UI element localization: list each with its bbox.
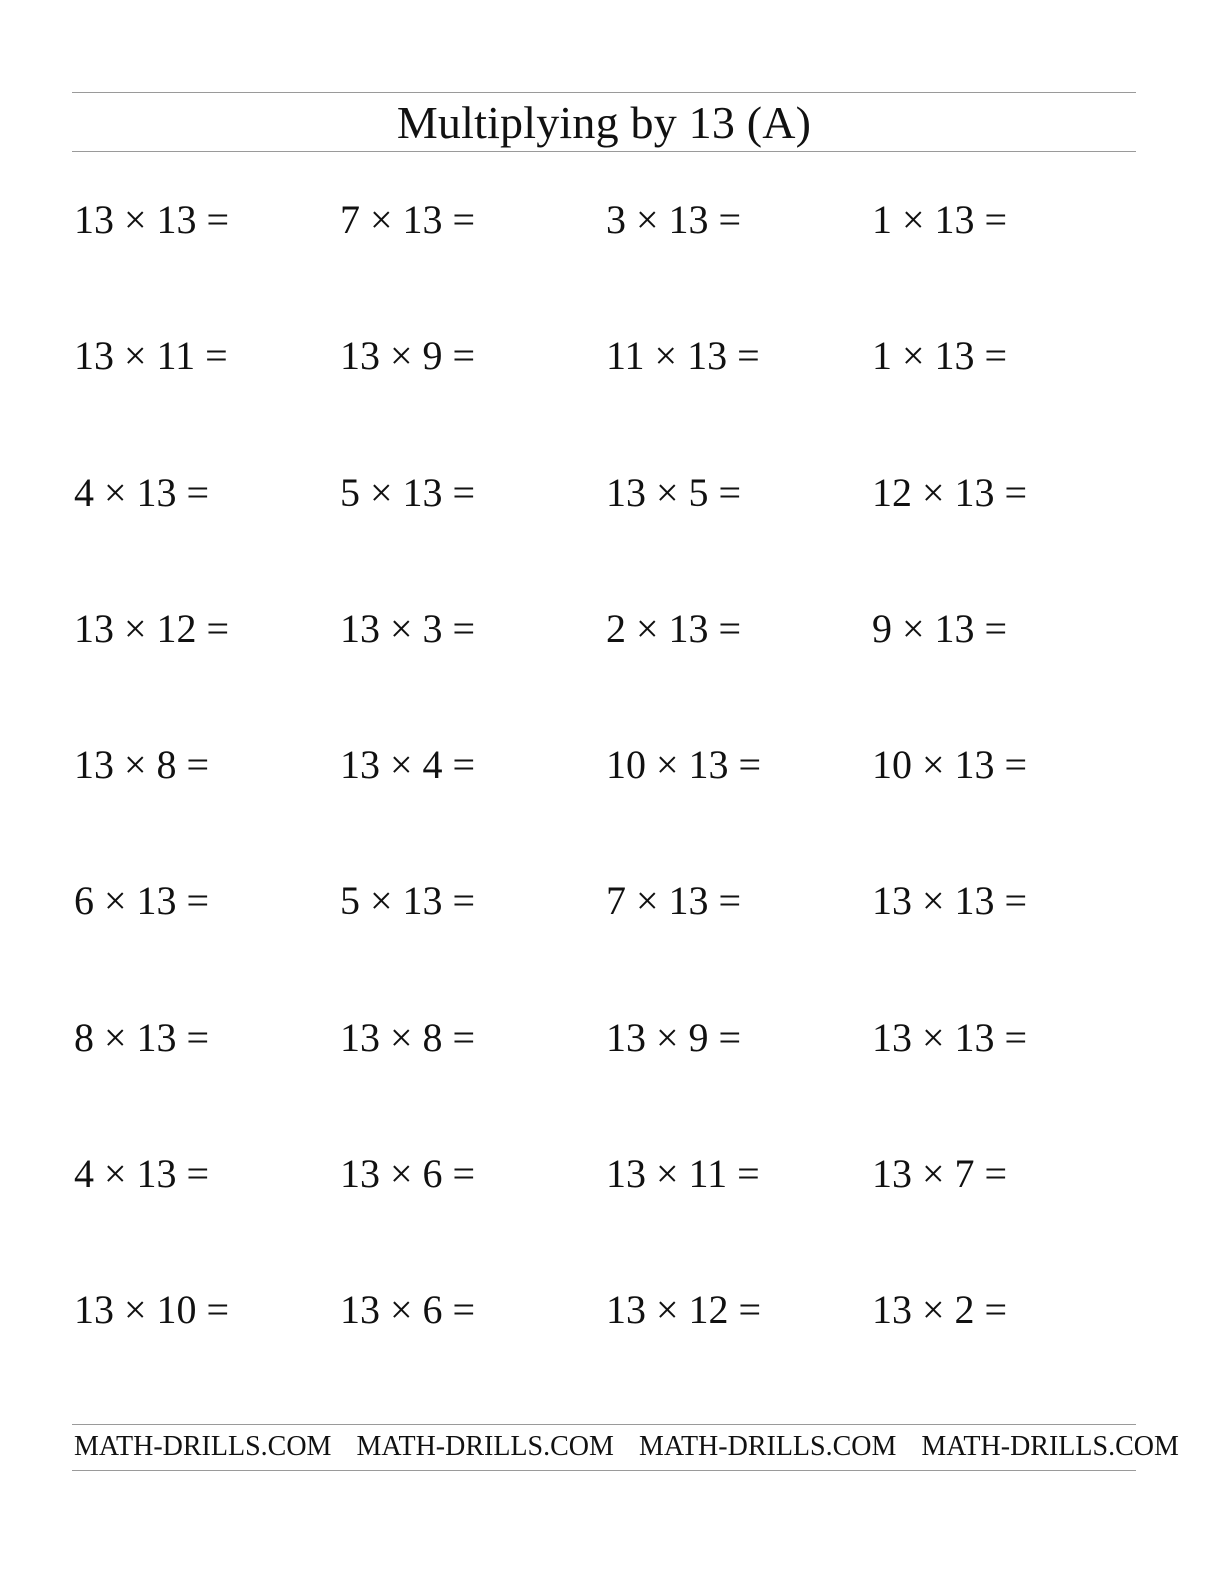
problem-item: 13 × 8 = <box>74 742 210 788</box>
top-rule <box>72 92 1136 93</box>
problem-item: 13 × 13 = <box>872 1014 1028 1060</box>
problem-item: 13 × 3 = <box>340 605 476 651</box>
problem-item: 13 × 10 = <box>74 1287 230 1333</box>
problem-item: 8 × 13 = <box>74 1014 210 1060</box>
footer-watermark <box>72 1428 1179 1468</box>
problem-item: 13 × 11 = <box>606 1151 760 1197</box>
worksheet-title: Multiplying by 13 (A) <box>396 97 812 148</box>
problem-grid <box>72 192 1136 1419</box>
problem-item: 13 × 8 = <box>340 1014 476 1060</box>
problem-item: 10 × 13 = <box>872 742 1028 788</box>
problem-item: 6 × 13 = <box>74 878 210 924</box>
problem-row <box>72 601 1136 737</box>
problem-row <box>72 873 1136 1009</box>
problem-item: 5 × 13 = <box>340 878 476 924</box>
problem-item: 13 × 6 = <box>340 1151 476 1197</box>
problem-item: 13 × 5 = <box>606 469 742 515</box>
footer-text: MATH-DRILLS.COM <box>74 1431 332 1462</box>
problem-item: 1 × 13 = <box>872 333 1008 379</box>
problem-item: 9 × 13 = <box>872 605 1008 651</box>
problem-item: 12 × 13 = <box>872 469 1028 515</box>
problem-row <box>72 737 1136 873</box>
problem-item: 13 × 12 = <box>606 1287 762 1333</box>
footer-bottom-rule <box>72 1470 1136 1471</box>
problem-item: 13 × 2 = <box>872 1287 1008 1333</box>
problem-row <box>72 465 1136 601</box>
problem-item: 3 × 13 = <box>606 197 742 242</box>
problem-item: 13 × 9 = <box>606 1014 742 1060</box>
problem-item: 13 × 12 = <box>74 605 230 651</box>
problem-item: 4 × 13 = <box>74 1151 210 1197</box>
problem-row <box>72 1146 1136 1282</box>
problem-item: 7 × 13 = <box>606 878 742 924</box>
footer-text: MATH-DRILLS.COM <box>638 1431 897 1462</box>
problem-item: 13 × 11 = <box>74 333 228 379</box>
problem-item: 13 × 9 = <box>340 333 476 379</box>
problem-item: 13 × 13 = <box>74 197 230 242</box>
problem-item: 13 × 7 = <box>872 1151 1008 1197</box>
problem-item: 11 × 13 = <box>606 333 760 379</box>
problem-item: 13 × 13 = <box>872 878 1028 924</box>
footer-text: MATH-DRILLS.COM <box>356 1431 614 1462</box>
problem-row <box>72 328 1136 464</box>
problem-item: 13 × 6 = <box>340 1287 476 1333</box>
problem-item: 7 × 13 = <box>340 197 476 242</box>
problem-item: 2 × 13 = <box>606 605 742 651</box>
problem-item: 13 × 4 = <box>340 742 476 788</box>
problem-item: 1 × 13 = <box>872 197 1008 242</box>
problem-item: 4 × 13 = <box>74 469 210 515</box>
footer-top-rule <box>72 1424 1136 1425</box>
problem-row <box>72 1282 1136 1418</box>
title-bottom-rule <box>72 151 1136 152</box>
problem-row <box>72 1010 1136 1146</box>
problem-item: 5 × 13 = <box>340 469 476 515</box>
problem-item: 10 × 13 = <box>606 742 762 788</box>
problem-row <box>72 192 1136 328</box>
footer-text: MATH-DRILLS.COM <box>921 1431 1179 1462</box>
